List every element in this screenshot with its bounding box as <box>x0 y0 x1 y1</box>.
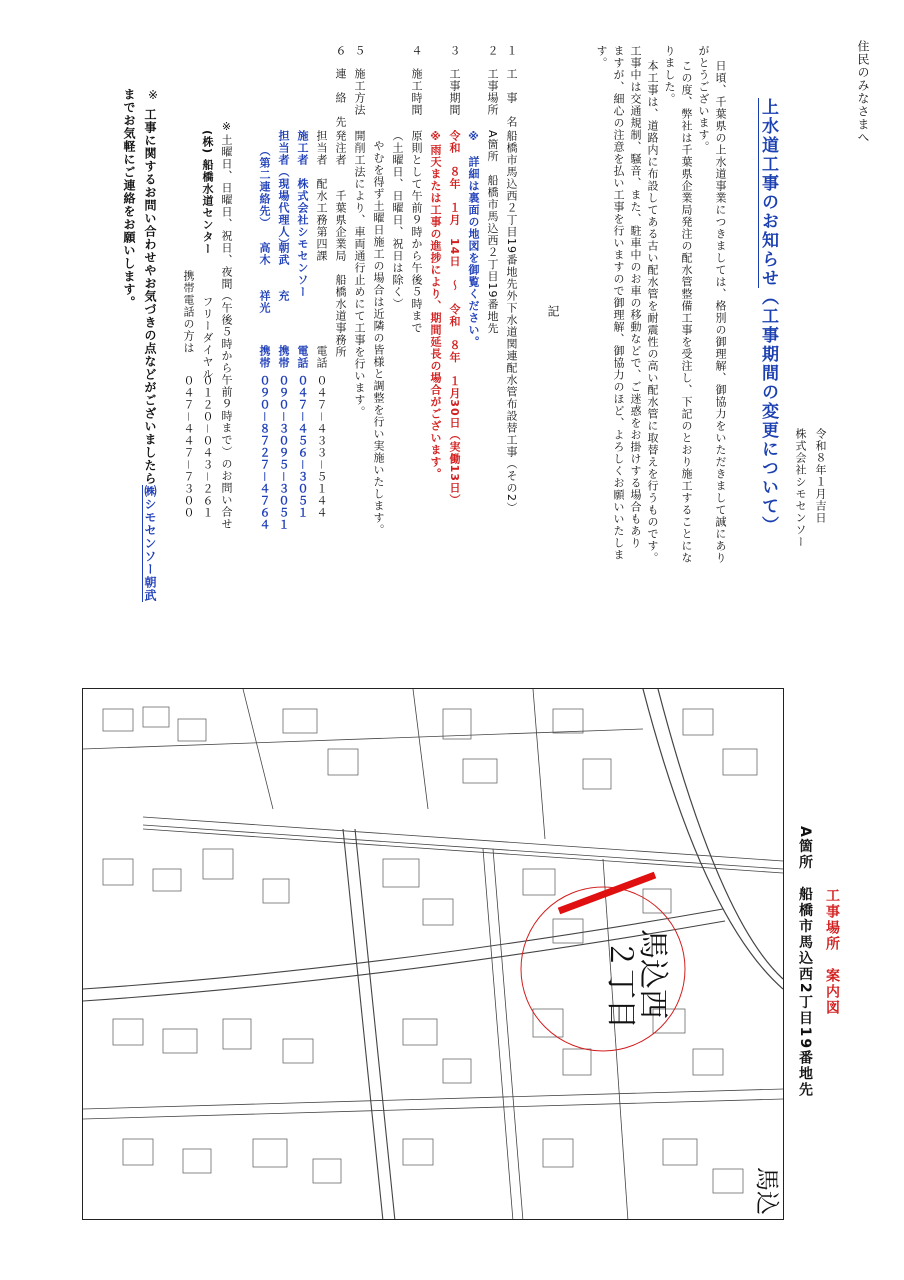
item-2-num: ２ <box>486 45 499 57</box>
contact-1-name: 配水工務第四課 <box>315 178 328 262</box>
intro-line-1: 日頃、千葉県の上水道事業につきましては、格別の御理解、御協力をいただきまして誠にあり <box>714 60 727 564</box>
area-label-2: ２丁目 <box>603 939 638 1029</box>
contact-1-tel-label: 電話 <box>315 345 328 369</box>
contact-4-tel[interactable]: ０９０－８７２７－４７６４ <box>258 375 271 531</box>
area-label-cut: 馬込 <box>753 1167 781 1215</box>
item-4-num: ４ <box>410 45 423 57</box>
addressee: 住民のみなさまへ <box>856 40 870 144</box>
intro-line-7: ますが、細心の注意を払い工事を行いますので御理解、御協力のほど、よろしくお願いいたしま <box>612 45 625 561</box>
item-1-num: １ <box>505 45 518 57</box>
issue-date: 令和８年１月吉日 <box>814 428 827 524</box>
item-4-note-1: （土曜日、日曜日、祝日は除く） <box>391 130 404 310</box>
intro-line-8: す。 <box>595 45 608 69</box>
company-name: 株式会社シモセンソー <box>794 428 807 548</box>
footer-line-1 <box>142 108 159 602</box>
free-dial-tel[interactable]: ０１２０－０４３－２６１ <box>201 375 214 519</box>
contact-3-tel[interactable]: ０９０－３０９５－３０５１ <box>277 375 290 531</box>
notice-title-sub: （工事期間の変更について） <box>758 288 778 535</box>
contact-2-tel-label: 電話 <box>296 345 309 369</box>
footer-star: ※ <box>146 88 160 103</box>
contact-2-tel[interactable]: ０４７－４５６－３０５１ <box>296 375 309 519</box>
contact-1-role: 担当者 <box>315 130 328 166</box>
contact-3-name: 朝武 充 <box>277 242 290 302</box>
mobile-label: 携帯電話の方は <box>182 270 195 354</box>
item-2-note: ※ 詳細は裏面の地図を御覧ください。 <box>467 130 480 348</box>
item-4-value: 原則として午前９時から午後５時まで <box>410 130 423 334</box>
footer-line-2: までお気軽にご連絡をお願いします。 <box>122 88 136 309</box>
item-5-num: ５ <box>353 45 366 57</box>
item-1-value: 船橋市馬込西２丁目19番地先外下水道関連配水管布設替工事（その2） <box>505 130 518 514</box>
contact-4-tel-label: 携帯 <box>258 345 271 369</box>
contact-4-role: （第二連絡先） <box>258 145 271 229</box>
item-4-note-2: やむを得ず土曜日施工の場合は近隣の皆様と調整を行い実施いたします。 <box>372 140 385 536</box>
footer-line-1-text: 工事に関するお問い合わせやお気づきの点などがございましたら <box>143 108 157 485</box>
contact-4-name: 高木 祥光 <box>258 242 271 314</box>
item-3-label: 工事期間 <box>448 68 461 116</box>
item-6-label: 連 絡 先 <box>334 68 347 128</box>
free-dial-label: フリーダイヤル <box>201 296 214 380</box>
site-map <box>82 688 784 1220</box>
mobile-tel[interactable]: ０４７－４４７－７３００ <box>182 375 195 519</box>
contact-3-role: 担当者（現場代理人） <box>277 130 290 250</box>
map-subtitle: A箇所 船橋市馬込西2丁目19番地先 <box>797 826 813 1099</box>
item-3-note: ※雨天または工事の進捗により、期間延長の場合がございます。 <box>429 130 442 480</box>
contact-2-name: 株式会社シモセンソー <box>296 178 309 298</box>
notice-title <box>756 98 781 535</box>
intro-line-5: 本工事は、道路内に布設してある古い配水管を耐震性の高い配水管に取替えを行うものです。 <box>646 60 659 564</box>
item-6-value: 発注者 千葉県企業局 船橋水道事務所 <box>334 130 347 358</box>
item-4-label: 施工時間 <box>410 68 423 116</box>
intro-line-6: 工事中は交通規制、騒音、また、駐車中のお車の移動などで、ご迷惑をお掛けする場合もあり <box>629 45 642 549</box>
area-label: 馬込西 <box>635 929 670 1019</box>
item-5-label: 施工方法 <box>353 68 366 116</box>
item-1-label: 工 事 名 <box>505 68 518 128</box>
after-hours-note: ※土曜日、日曜日、祝日、夜間（午後５時から午前９時まで）のお問い合せ <box>220 120 233 530</box>
item-5-value: 開削工法により、車両通行止めにて工事を行います。 <box>353 130 366 418</box>
item-2-value: A箇所 船橋市馬込西２丁目19番地先 <box>486 130 499 335</box>
footer-contact-person: ㈱シモセンソー朝武 <box>143 485 157 602</box>
map-title: 工事場所 案内図 <box>824 888 840 1016</box>
intro-line-2: がとうございます。 <box>697 45 710 153</box>
ki-mark: 記 <box>546 305 560 318</box>
intro-line-3: この度、弊社は千葉県企業局発注の配水管整備工事を受注し、下記のとおり施工することにな <box>680 60 693 564</box>
notice-title-main: 上水道工事のお知らせ <box>758 98 778 288</box>
intro-line-4: りました。 <box>663 45 676 105</box>
after-hours-company: (株) 船橋水道センター <box>201 130 214 255</box>
item-3-value: 令和 ８年 １月 14日 ～ 令和 ８年 １月30日（実働13日） <box>448 130 461 506</box>
contact-1-tel[interactable]: ０４７－４３３－５１４４ <box>315 375 328 519</box>
item-6-num: ６ <box>334 45 347 57</box>
item-3-num: ３ <box>448 45 461 57</box>
contact-2-role: 施工者 <box>296 130 309 166</box>
item-2-label: 工事場所 <box>486 68 499 116</box>
map-drawing <box>83 689 784 1220</box>
street-vertical <box>343 829 383 1220</box>
railway-line <box>143 817 783 861</box>
contact-3-tel-label: 携帯 <box>277 345 290 369</box>
